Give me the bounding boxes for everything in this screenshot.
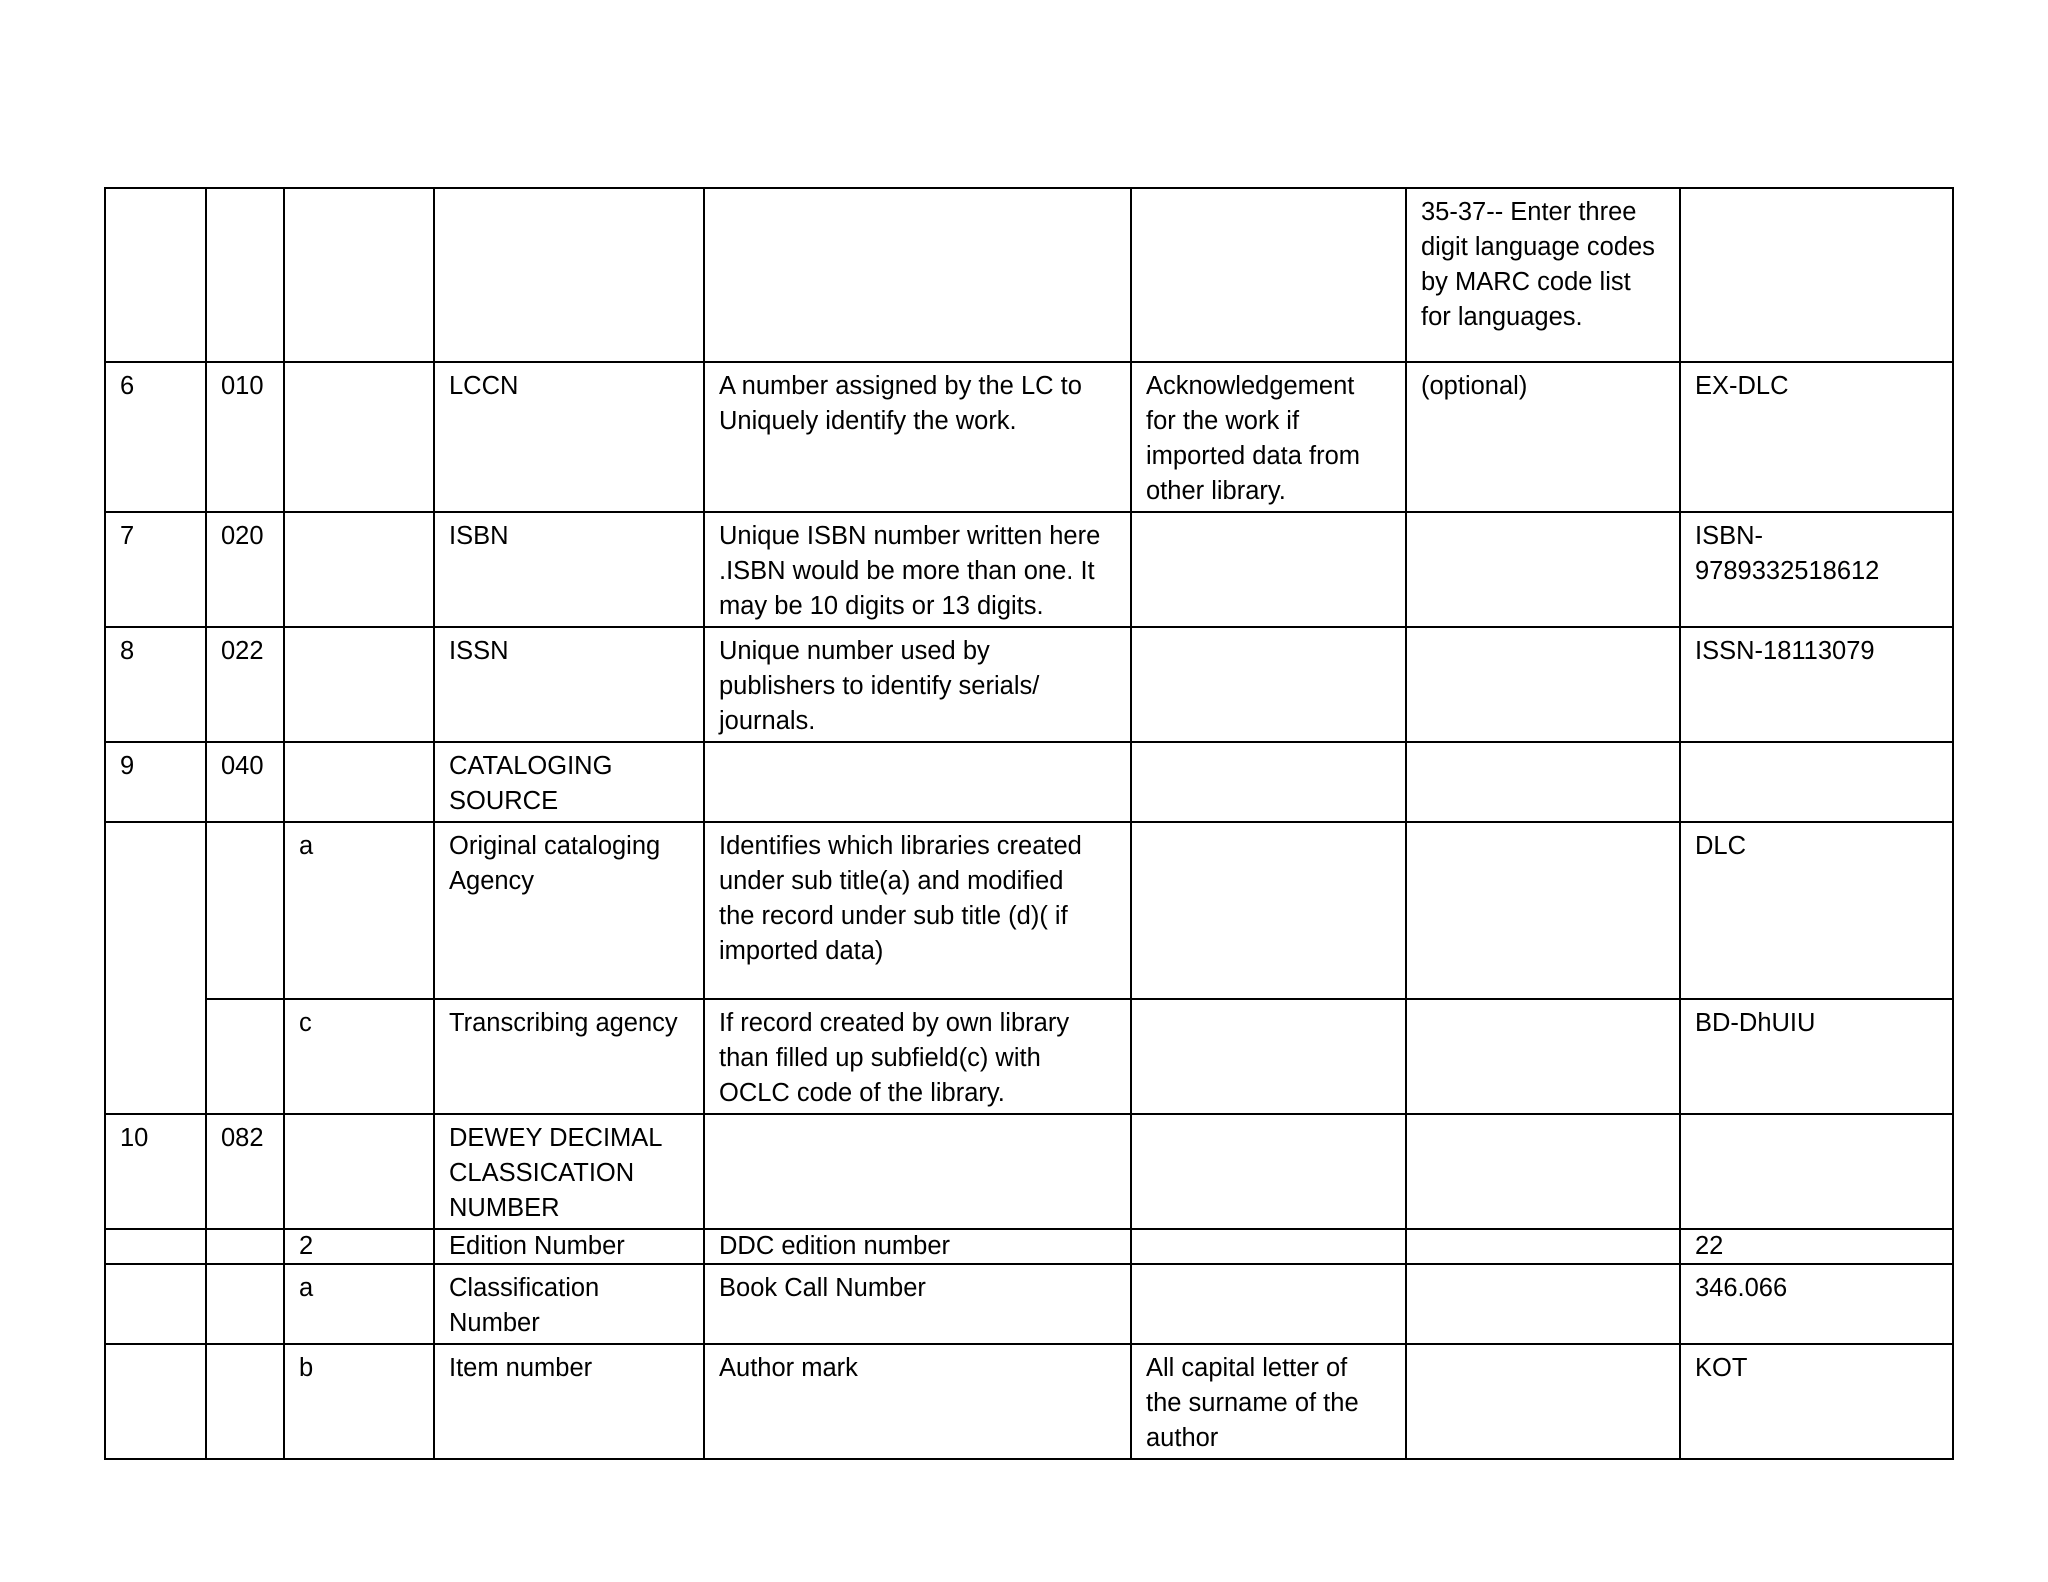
tag-cell: 082: [206, 1114, 284, 1229]
field-name-cell: [434, 188, 704, 362]
remark-cell: [1406, 1264, 1680, 1344]
subfield-cell: [284, 188, 434, 362]
subfield-cell: [284, 742, 434, 822]
table-row: [105, 742, 1953, 822]
field-name-cell: Edition Number: [434, 1229, 704, 1264]
table-row: [105, 1229, 1953, 1264]
remark-cell: (optional): [1406, 362, 1680, 512]
description-cell: Book Call Number: [704, 1264, 1131, 1344]
field-name-cell: DEWEY DECIMAL CLASSICATION NUMBER: [434, 1114, 704, 1229]
tag-cell: [206, 822, 284, 999]
example-cell: ISBN- 9789332518612: [1680, 512, 1953, 627]
field-name-cell: Classification Number: [434, 1264, 704, 1344]
tag-cell: 040: [206, 742, 284, 822]
row-number-cell: 8: [105, 627, 206, 742]
field-name-cell: ISSN: [434, 627, 704, 742]
example-cell: DLC: [1680, 822, 1953, 999]
description-cell: Identifies which libraries created under sub title(a) and modified the record under sub title (d)( if imported data): [704, 822, 1131, 999]
description-cell: If record created by own library than filled up subfield(c) with OCLC code of the library.: [704, 999, 1131, 1114]
table-row: [105, 1114, 1953, 1229]
subfield-cell: b: [284, 1344, 434, 1459]
note-cell: [1131, 1114, 1406, 1229]
subfield-cell: a: [284, 822, 434, 999]
note-cell: [1131, 742, 1406, 822]
note-cell: [1131, 627, 1406, 742]
remark-cell: [1406, 999, 1680, 1114]
example-cell: BD-DhUIU: [1680, 999, 1953, 1114]
remark-cell: [1406, 822, 1680, 999]
field-name-cell: ISBN: [434, 512, 704, 627]
table-row: [105, 1264, 1953, 1344]
subfield-cell: c: [284, 999, 434, 1114]
description-cell: [704, 1114, 1131, 1229]
description-cell: DDC edition number: [704, 1229, 1131, 1264]
example-cell: 346.066: [1680, 1264, 1953, 1344]
row-number-cell: [105, 1344, 206, 1459]
table-row: [105, 362, 1953, 512]
note-cell: [1131, 188, 1406, 362]
example-cell: 22: [1680, 1229, 1953, 1264]
remark-cell: [1406, 1229, 1680, 1264]
row-number-cell: 10: [105, 1114, 206, 1229]
note-cell: [1131, 1229, 1406, 1264]
subfield-cell: 2: [284, 1229, 434, 1264]
example-cell: EX-DLC: [1680, 362, 1953, 512]
tag-cell: [206, 1264, 284, 1344]
table-row: [105, 627, 1953, 742]
note-cell: Acknowledgement for the work if imported data from other library.: [1131, 362, 1406, 512]
field-name-cell: Transcribing agency: [434, 999, 704, 1114]
remark-cell: [1406, 512, 1680, 627]
tag-cell: [206, 999, 284, 1114]
row-number-cell: [105, 188, 206, 362]
example-cell: KOT: [1680, 1344, 1953, 1459]
example-cell: ISSN-18113079: [1680, 627, 1953, 742]
remark-cell: [1406, 1344, 1680, 1459]
subfield-cell: a: [284, 1264, 434, 1344]
note-cell: [1131, 512, 1406, 627]
field-name-cell: Item number: [434, 1344, 704, 1459]
remark-cell: [1406, 742, 1680, 822]
subfield-cell: [284, 1114, 434, 1229]
tag-cell: [206, 188, 284, 362]
example-cell: [1680, 742, 1953, 822]
row-number-cell: 7: [105, 512, 206, 627]
tag-cell: 010: [206, 362, 284, 512]
description-cell: [704, 188, 1131, 362]
note-cell: All capital letter of the surname of the author: [1131, 1344, 1406, 1459]
row-number-cell: 9: [105, 742, 206, 822]
marc-field-table: [104, 187, 1954, 1460]
tag-cell: 022: [206, 627, 284, 742]
field-name-cell: LCCN: [434, 362, 704, 512]
subfield-cell: [284, 512, 434, 627]
example-cell: [1680, 188, 1953, 362]
example-cell: [1680, 1114, 1953, 1229]
field-name-cell: CATALOGING SOURCE: [434, 742, 704, 822]
row-number-cell: 6: [105, 362, 206, 512]
table-row: [105, 188, 1953, 362]
row-number-cell: [105, 1264, 206, 1344]
row-number-cell: [105, 822, 206, 1114]
table-row: [105, 512, 1953, 627]
table-row: [105, 999, 1953, 1114]
description-cell: A number assigned by the LC to Uniquely identify the work.: [704, 362, 1131, 512]
description-cell: [704, 742, 1131, 822]
tag-cell: [206, 1229, 284, 1264]
remark-cell: 35-37-- Enter three digit language codes by MARC code list for languages.: [1406, 188, 1680, 362]
table-row: [105, 822, 1953, 999]
remark-cell: [1406, 1114, 1680, 1229]
tag-cell: [206, 1344, 284, 1459]
field-name-cell: Original cataloging Agency: [434, 822, 704, 999]
remark-cell: [1406, 627, 1680, 742]
note-cell: [1131, 822, 1406, 999]
subfield-cell: [284, 627, 434, 742]
description-cell: Author mark: [704, 1344, 1131, 1459]
table-row: [105, 1344, 1953, 1459]
description-cell: Unique ISBN number written here .ISBN would be more than one. It may be 10 digits or 13 digits.: [704, 512, 1131, 627]
description-cell: Unique number used by publishers to identify serials/ journals.: [704, 627, 1131, 742]
tag-cell: 020: [206, 512, 284, 627]
row-number-cell: [105, 1229, 206, 1264]
subfield-cell: [284, 362, 434, 512]
note-cell: [1131, 1264, 1406, 1344]
note-cell: [1131, 999, 1406, 1114]
